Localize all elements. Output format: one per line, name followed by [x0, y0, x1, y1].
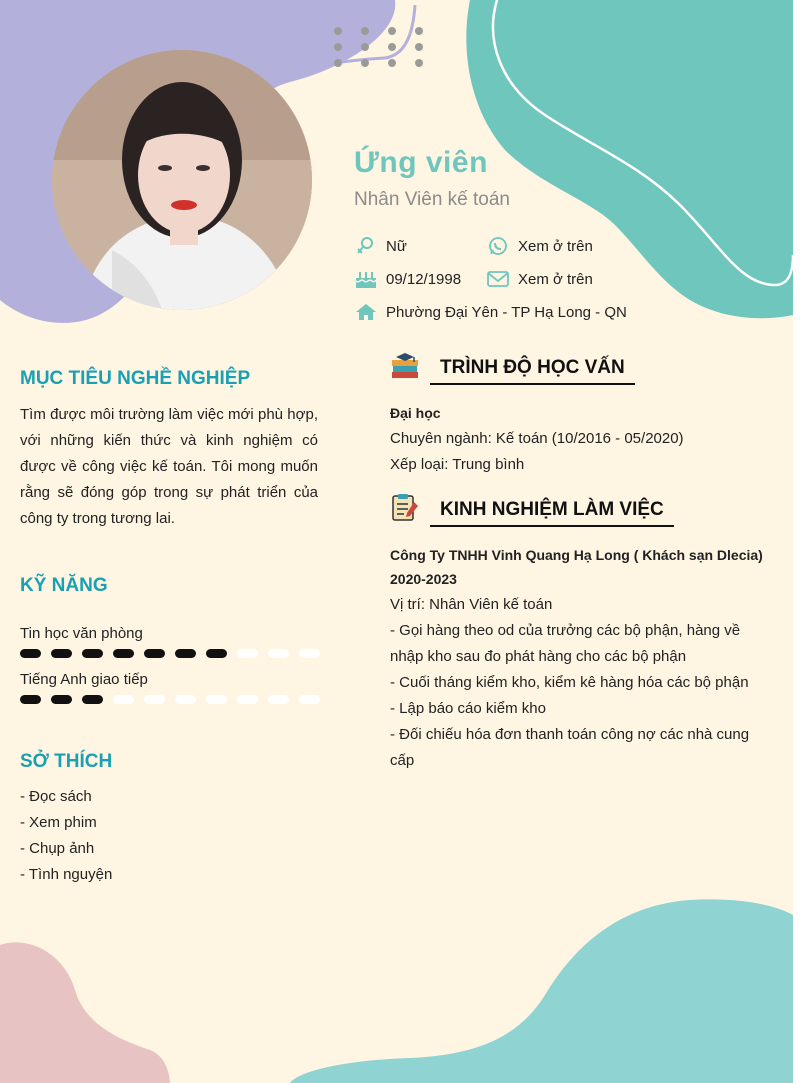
- skill-dot-empty: [299, 695, 320, 704]
- experience-duty: - Lập báo cáo kiểm kho: [390, 700, 546, 717]
- skill-dot-filled: [51, 649, 72, 658]
- skill-dot-filled: [206, 649, 227, 658]
- skill-dot-empty: [113, 695, 134, 704]
- dob-value: 09/12/1998: [386, 270, 462, 288]
- education-school: Đại học: [390, 405, 441, 421]
- hobby-item: - Chụp ảnh: [20, 840, 95, 857]
- info-address: [354, 302, 627, 322]
- info-email: [486, 269, 593, 289]
- experience-duty: - Cuối tháng kiểm kho, kiểm kê hàng hóa các bộ phận: [390, 674, 749, 691]
- clipboard-icon: [390, 492, 420, 522]
- experience-heading: KINH NGHIỆM LÀM VIỆC: [430, 499, 674, 527]
- email-value: Xem ở trên: [518, 270, 593, 288]
- experience-duty: - Gọi hàng theo od của trưởng các bộ phận, hàng về nhập kho sau đo phát hàng cho các bộ phận: [390, 622, 741, 665]
- info-dob: [354, 269, 461, 289]
- objective-text: Tìm được môi trường làm việc mới phù hợp, với những kiến thức và kinh nghiệm có được về công việc kế toán. Tôi mong muốn rằng sẽ đóng góp trong sự phát triển của công ty trong tương lai.: [20, 406, 318, 527]
- education-rank: Xếp loại: Trung bình: [390, 456, 525, 473]
- phone-icon: [486, 236, 510, 256]
- skill-dot-empty: [268, 649, 289, 658]
- skill-dot-filled: [20, 695, 41, 704]
- skill-dot-filled: [20, 649, 41, 658]
- skill-dot-filled: [51, 695, 72, 704]
- info-phone: [486, 236, 593, 256]
- experience-position: Vị trí: Nhân Viên kế toán: [390, 596, 553, 613]
- education-major: Chuyên ngành: Kế toán (10/2016 - 05/2020): [390, 430, 684, 447]
- hobby-item: - Đọc sách: [20, 788, 92, 805]
- skill-dot-empty: [299, 649, 320, 658]
- avatar: [52, 50, 312, 310]
- phone-value: Xem ở trên: [518, 237, 593, 255]
- skill-dot-filled: [144, 649, 165, 658]
- cake-icon: [354, 269, 378, 289]
- skill-dot-filled: [113, 649, 134, 658]
- skill-dot-empty: [175, 695, 196, 704]
- skill-rating: [20, 695, 320, 704]
- candidate-title: Nhân Viên kế toán: [354, 189, 510, 210]
- books-icon: [390, 350, 420, 380]
- objective-heading: MỤC TIÊU NGHỀ NGHIỆP: [20, 368, 251, 389]
- hobby-item: - Xem phim: [20, 814, 97, 831]
- gender-value: Nữ: [386, 237, 407, 255]
- education-heading: TRÌNH ĐỘ HỌC VẤN: [430, 357, 635, 385]
- skill-dot-filled: [82, 649, 103, 658]
- mail-icon: [486, 269, 510, 289]
- hobbies-heading: SỞ THÍCH: [20, 751, 113, 772]
- skill-label: Tiếng Anh giao tiếp: [20, 671, 148, 688]
- experience-period: 2020-2023: [390, 571, 457, 587]
- skill-dot-filled: [82, 695, 103, 704]
- skill-dot-empty: [237, 695, 258, 704]
- gender-icon: [354, 236, 378, 256]
- experience-company: Công Ty TNHH Vinh Quang Hạ Long ( Khách sạn Dlecia): [390, 547, 763, 563]
- skill-dot-empty: [206, 695, 227, 704]
- skill-label: Tin học văn phòng: [20, 625, 143, 642]
- address-value: Phường Đại Yên - TP Hạ Long - QN: [386, 303, 627, 321]
- skill-dot-filled: [175, 649, 196, 658]
- hobby-item: - Tình nguyện: [20, 866, 113, 883]
- skill-dot-empty: [268, 695, 289, 704]
- home-icon: [354, 302, 378, 322]
- experience-duty: - Đối chiếu hóa đơn thanh toán công nợ các nhà cung cấp: [390, 726, 750, 769]
- info-gender: [354, 236, 407, 256]
- candidate-name: Ứng viên: [354, 146, 488, 179]
- skill-dot-empty: [237, 649, 258, 658]
- skill-rating: [20, 649, 320, 658]
- skill-dot-empty: [144, 695, 165, 704]
- skills-heading: KỸ NĂNG: [20, 575, 108, 596]
